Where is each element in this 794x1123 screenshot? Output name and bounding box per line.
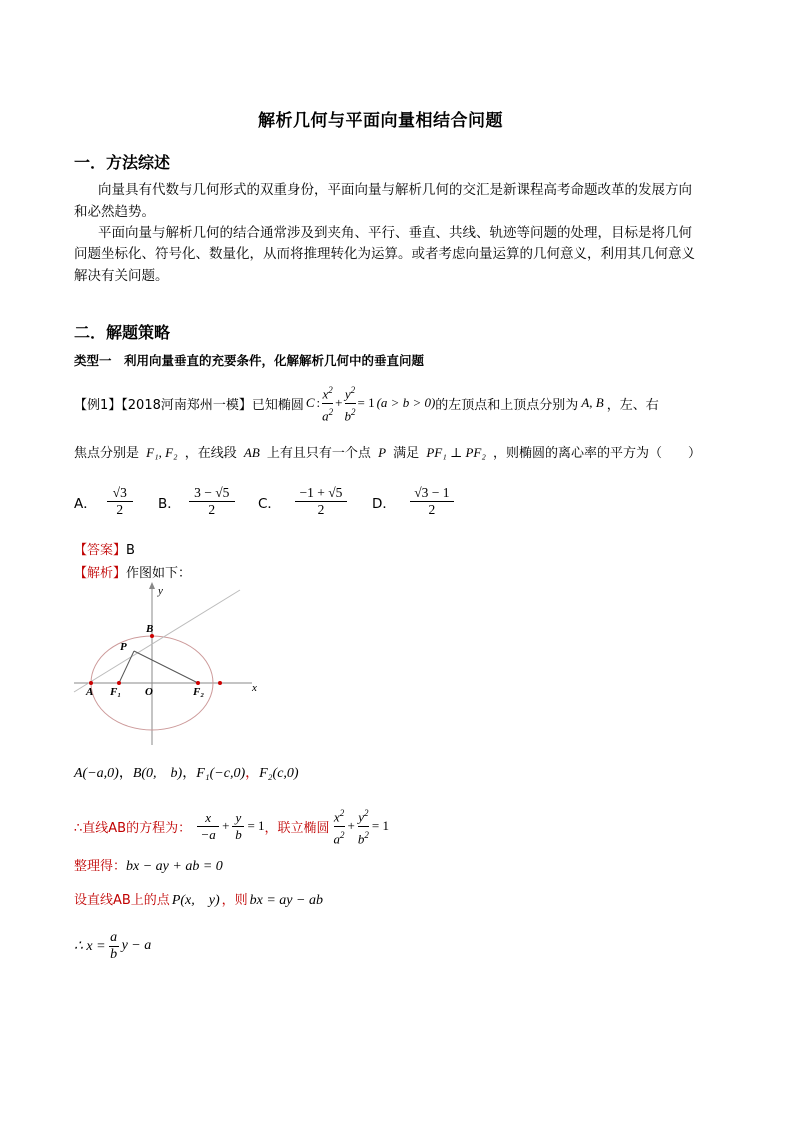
answer-line: [74, 539, 135, 558]
simplify-line: 整理得：bx − ay + ab = 0: [74, 859, 223, 874]
analysis-line: 【解析】作图如下：: [74, 566, 192, 581]
paragraph-2-line-2: 问题坐标化、符号化、数量化，从而将推理转化为运算。或者考虑向量运算的几何意义，利用其几何意义: [74, 246, 695, 262]
point-f2-mark: [196, 681, 200, 685]
point-p-line: 设直线AB上的点 P(x, y) ，则 bx = ay − ab: [74, 893, 323, 908]
section-heading-strategy: 二．解题策略: [74, 323, 171, 342]
paragraph-1-line-2: 和必然趋势。: [74, 204, 155, 220]
type-heading: 类型一 利用向量垂直的充要条件，化解解析几何中的垂直问题: [74, 353, 425, 368]
ellipse-figure: [70, 580, 270, 750]
ellipse-name: C: [305, 395, 315, 410]
point-right-vertex-mark: [218, 681, 222, 685]
label-f1: F₁: [110, 686, 122, 698]
line-ab-equation: ∴直线AB的方程为： $\frac{x}{-a}$ + $\frac{y}{b}$ = 1 ，联立椭圆 $\frac{x^2}{a^2}$ + $\frac{y^2}{b^2}$ = 1: [74, 808, 389, 846]
paragraph-1-line-1: 向量具有代数与几何形式的双重身份，平面向量与解析几何的交汇是新课程高考命题改革的发展方向: [98, 182, 692, 198]
option-b: B． $\frac{3 - √5}{2}$: [158, 485, 235, 518]
page-title: 解析几何与平面向量相结合问题: [258, 111, 503, 131]
paragraph-2-line-3: 解决有关问题。: [74, 268, 169, 284]
paragraph-2-line-1: 平面向量与解析几何的结合通常涉及到夹角、平行、垂直、共线、轨迹等问题的处理，目标是将几何: [98, 225, 692, 241]
segment-pf1: [119, 651, 134, 683]
coordinates-line: A(−a,0)，B(0, b)，F₁(−c,0)，F₂(c,0): [74, 766, 299, 781]
example-tag: 【例1】【2018河南郑州一模】已知椭圆: [74, 397, 304, 413]
example-line-2: 焦点分别是 F₁, F₂ ，在线段 AB 上有且只有一个点 P 满足 PF₁ ⊥ PF₂ ，则椭圆的离心率的平方为（ ）: [74, 445, 701, 461]
label-o: O: [145, 686, 153, 698]
example-line-1: 【例1】【2018河南郑州一模】已知椭圆 C : $\frac{x^2}{a^2}$ + $\frac{y^2}{b^2}$ = 1 (a > b > 0) 的左顶点和上顶点分别为 A, B ，左、右: [74, 385, 659, 423]
option-d: D． $\frac{√3 - 1}{2}$: [372, 485, 454, 518]
therefore-line: ∴ x = $\frac{a}{b}$ y − a: [74, 929, 152, 962]
answer-label: 【答案】: [74, 543, 127, 558]
segment-pf2: [134, 651, 198, 683]
x-axis-label: x: [252, 682, 257, 694]
point-a-mark: [89, 681, 93, 685]
section-heading-method: 一．方法综述: [74, 153, 171, 172]
label-p: P: [120, 641, 127, 653]
option-c: C． $\frac{-1 + √5}{2}$: [258, 485, 347, 518]
y-axis-arrow: [149, 582, 155, 589]
label-a: A: [86, 686, 94, 698]
option-a: A． $\frac{√3}{2}$: [74, 485, 133, 518]
label-b: B: [146, 623, 154, 635]
point-f1-mark: [117, 681, 121, 685]
ellipse-condition: (a > b > 0): [376, 395, 436, 410]
answer-value: B: [126, 543, 135, 558]
analysis-label: 【解析】: [74, 566, 127, 581]
line-ab: [74, 590, 240, 692]
y-axis-label: y: [158, 585, 163, 597]
label-f2: F₂: [193, 686, 205, 698]
